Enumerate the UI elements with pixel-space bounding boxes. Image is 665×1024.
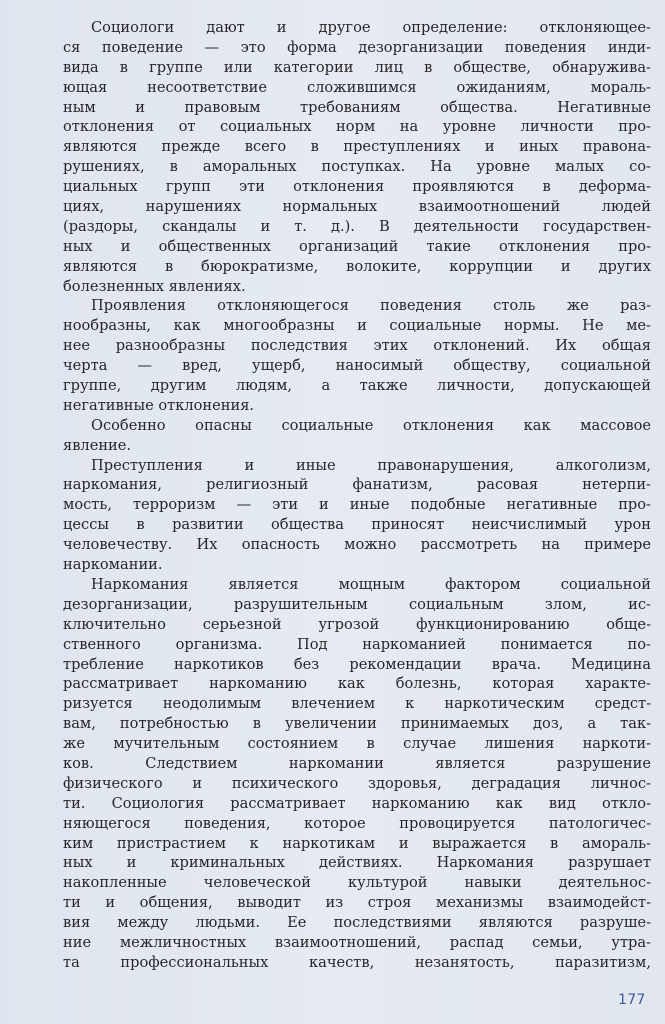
text-line: отклонения от социальных норм на уровне личности про- [63, 118, 651, 136]
text-line: наркомания, религиозный фанатизм, расовая нетерпи- [63, 476, 651, 494]
text-line: вия между людьми. Ее последствиями являются разруше- [63, 914, 651, 932]
text-line: вида в группе или категории лиц в обществе, обнаружива- [63, 58, 651, 76]
text-line: накопленные человеческой культурой навыки деятельнос- [63, 874, 651, 892]
text-line: ти и общения, выводит из строя механизмы взаимодейст- [63, 894, 651, 912]
text-line: няющегося поведения, которое провоцируется патологичес- [63, 814, 651, 832]
text-line: циальных групп эти отклонения проявляются в деформа- [63, 178, 651, 196]
text-line: ти. Социология рассматривает наркоманию как вид откло- [63, 794, 651, 812]
text-line: же мучительным состоянием в случае лишения наркоти- [63, 735, 651, 753]
text-line: Преступления и иные правонарушения, алкоголизм, [91, 456, 651, 474]
text-line: явление. [63, 436, 132, 454]
text-line: являются в бюрократизме, волоките, коррупции и других [63, 257, 651, 275]
text-column [63, 18, 651, 973]
text-line: мость, терроризм — эти и иные подобные негативные про- [63, 496, 651, 514]
text-line: Социологи дают и другое определение: отклоняющее- [91, 19, 651, 36]
text-line: ным и правовым требованиям общества. Негативные [63, 98, 651, 116]
text-line: вам, потребностью в увеличении принимаемых доз, а так- [63, 715, 651, 733]
text-line: ризуется неодолимым влечением к наркотическим средст- [63, 695, 651, 713]
text-line: группе, другим людям, а также личности, допускающей [63, 377, 651, 395]
text-line: являются прежде всего в преступлениях и иных правона- [63, 138, 651, 156]
text-line: негативные отклонения. [63, 396, 255, 414]
text-line: Наркомания является мощным фактором социальной [91, 575, 651, 593]
text-line: нее разнообразны последствия этих отклонений. Их общая [63, 337, 651, 355]
text-line: рассматривает наркоманию как болезнь, которая характе- [63, 675, 651, 693]
paragraph [63, 575, 651, 973]
text-line: циях, нарушениях нормальных взаимоотношений людей [63, 198, 651, 216]
text-line: та профессиональных качеств, незанятость, паразитизм, [63, 953, 651, 971]
text-line: ким пристрастием к наркотикам и выражается в амораль- [63, 834, 651, 852]
text-line: Особенно опасны социальные отклонения как массовое [91, 416, 651, 434]
text-line: ключительно серьезной угрозой функционированию обще- [63, 615, 651, 633]
text-line: ние межличностных взаимоотношений, распад семьи, утра- [63, 933, 651, 951]
text-line: Проявления отклоняющегося поведения столь же раз- [91, 297, 651, 315]
text-line: физического и психического здоровья, деградация личнос- [63, 774, 651, 792]
text-line: ков. Следствием наркомании является разрушение [63, 754, 651, 772]
text-line: рушениях, в аморальных поступках. На уровне малых со- [63, 158, 651, 176]
paragraph [63, 456, 651, 575]
text-line: ющая несоответствие сложившимся ожиданиям, мораль- [63, 78, 651, 96]
text-line: ственного организма. Под наркоманией понимается по- [63, 635, 651, 653]
text-line: человечеству. Их опасность можно рассмотреть на примере [63, 536, 651, 554]
paragraph [63, 416, 651, 456]
text-line: нообразны, как многообразны и социальные нормы. Не ме- [63, 317, 651, 335]
text-line: требление наркотиков без рекомендации врача. Медицина [63, 655, 651, 673]
text-line: (раздоры, скандалы и т. д.). В деятельности государствен- [63, 217, 651, 235]
paragraph [63, 296, 651, 415]
paragraph [63, 18, 651, 296]
text-line: черта — вред, ущерб, наносимый обществу, социальной [63, 357, 651, 375]
text-line: цессы в развитии общества приносят неисчислимый урон [63, 516, 651, 534]
text-line: ных и криминальных действиях. Наркомания разрушает [63, 854, 651, 872]
text-line: дезорганизации, разрушительным социальным злом, ис- [63, 595, 651, 613]
page-number: 177 [618, 992, 646, 1008]
text-line: ных и общественных организаций такие отклонения про- [63, 237, 651, 255]
text-line: наркомании. [63, 556, 163, 574]
text-line: ся поведение — это форма дезорганизации поведения инди- [63, 38, 651, 56]
text-line: болезненных явлениях. [63, 277, 246, 295]
